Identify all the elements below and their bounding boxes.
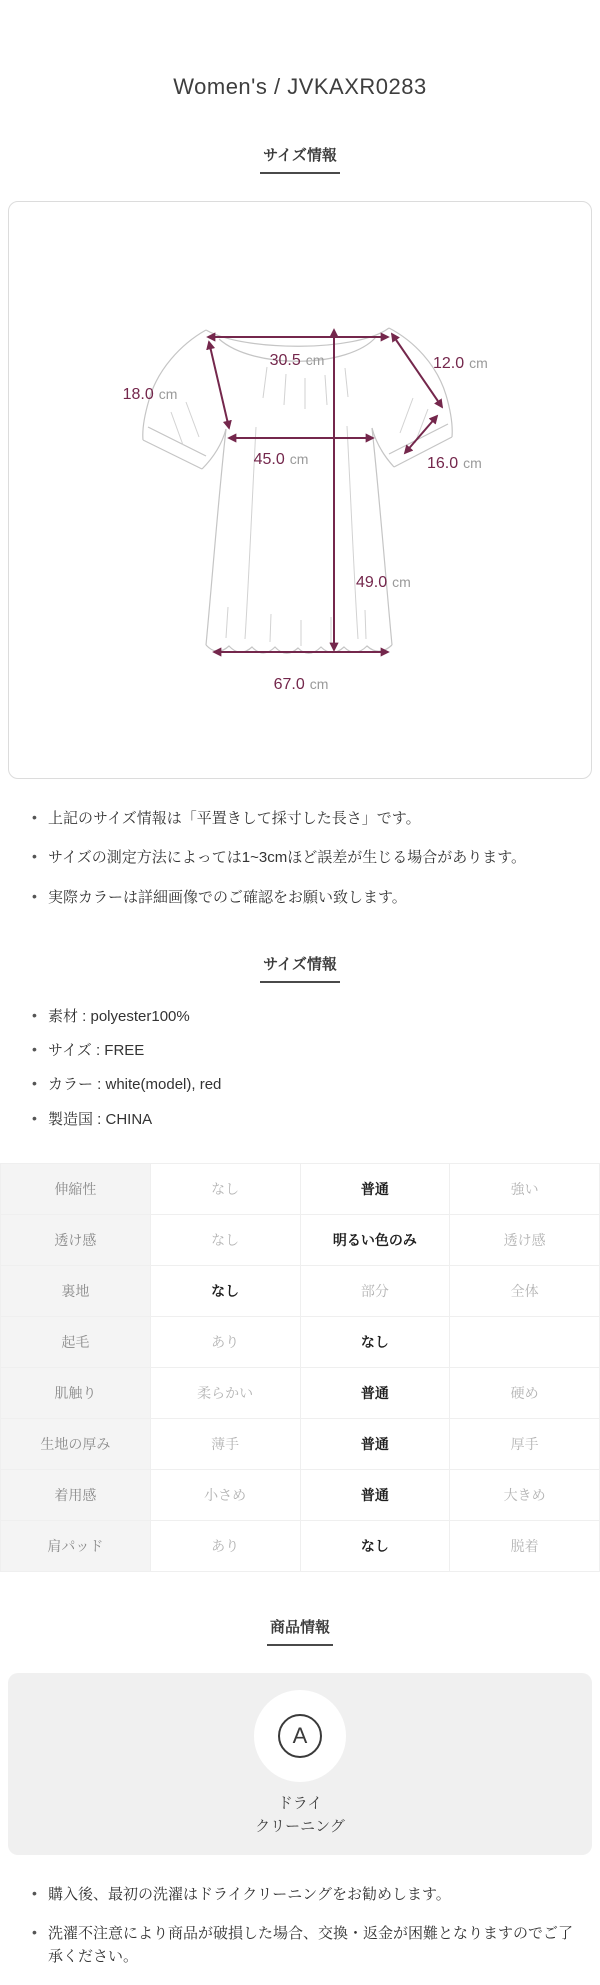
list-item: • 素材 : polyester100%	[32, 1005, 578, 1028]
section-title: 商品情報	[267, 1616, 333, 1646]
care-label-line2: クリーニング	[255, 1817, 345, 1835]
table-row	[1, 1520, 600, 1571]
attribute-option: 透け感	[450, 1214, 600, 1265]
spec-list	[0, 1005, 600, 1131]
length-measure-label: 49.0 cm	[356, 574, 411, 591]
page-title: Women's / JVKAXR0283	[173, 74, 427, 99]
attribute-option: 全体	[450, 1265, 600, 1316]
care-icon-background	[254, 1690, 346, 1782]
attribute-option: 柔らかい	[150, 1367, 300, 1418]
attribute-option: なし	[300, 1316, 450, 1367]
list-item: • 製造国 : CHINA	[32, 1108, 578, 1131]
list-item: • 実際カラーは詳細画像でのご確認をお願い致します。	[32, 886, 578, 909]
section-title: サイズ情報	[260, 144, 340, 174]
armhole-measure-label: 18.0 cm	[122, 386, 178, 403]
row-label: 裏地	[1, 1265, 151, 1316]
table-row	[1, 1367, 600, 1418]
bust-measure-label: 45.0 cm	[253, 451, 309, 468]
fabric-attributes-table	[0, 1163, 600, 1572]
attribute-option: なし	[150, 1163, 300, 1214]
attribute-option	[450, 1316, 600, 1367]
attribute-option: なし	[150, 1265, 300, 1316]
garment-outline	[143, 328, 453, 653]
attribute-option: 普通	[300, 1163, 450, 1214]
table-row	[1, 1265, 600, 1316]
row-label: 肩パッド	[1, 1520, 151, 1571]
list-item: • カラー : white(model), red	[32, 1073, 578, 1096]
attribute-option: 硬め	[450, 1367, 600, 1418]
section-title: サイズ情報	[260, 953, 340, 983]
row-label: 生地の厚み	[1, 1418, 151, 1469]
care-instructions-panel	[8, 1673, 592, 1855]
attribute-option: なし	[150, 1214, 300, 1265]
row-label: 着用感	[1, 1469, 151, 1520]
size-diagram-panel	[8, 201, 592, 779]
section-header-size-info	[0, 953, 600, 983]
row-label: 透け感	[1, 1214, 151, 1265]
table-row	[1, 1163, 600, 1214]
list-item: • サイズ : FREE	[32, 1039, 578, 1062]
attribute-option: 強い	[450, 1163, 600, 1214]
list-item: • 上記のサイズ情報は「平置きして採寸した長さ」です。	[32, 807, 578, 830]
list-item: • 購入後、最初の洗濯はドライクリーニングをお勧めします。	[32, 1883, 578, 1906]
list-item: • 洗濯不注意により商品が破損した場合、交換・返金が困難となりますのでご了承ください。	[32, 1922, 578, 1969]
attribute-option: あり	[150, 1316, 300, 1367]
attribute-option: あり	[150, 1520, 300, 1571]
section-header-size-diagram	[0, 144, 600, 174]
attribute-option: 脱着	[450, 1520, 600, 1571]
table-row	[1, 1418, 600, 1469]
attribute-option: 厚手	[450, 1418, 600, 1469]
size-notes-list	[0, 807, 600, 909]
table-row	[1, 1214, 600, 1265]
attribute-option: なし	[300, 1520, 450, 1571]
row-label: 肌触り	[1, 1367, 151, 1418]
attribute-option: 普通	[300, 1469, 450, 1520]
shoulder-measure-label: 30.5 cm	[269, 352, 325, 369]
sleeve-opening-measure-label: 16.0 cm	[427, 455, 482, 472]
list-item: • サイズの測定方法によっては1~3cmほど誤差が生じる場合があります。	[32, 846, 578, 869]
dry-cleaning-icon: A	[278, 1714, 322, 1758]
care-notes-list	[0, 1883, 600, 1969]
table-row	[1, 1316, 600, 1367]
attribute-option: 明るい色のみ	[300, 1214, 450, 1265]
attribute-option: 部分	[300, 1265, 450, 1316]
attribute-option: 小さめ	[150, 1469, 300, 1520]
garment-measurement-diagram	[9, 202, 591, 778]
attribute-option: 薄手	[150, 1418, 300, 1469]
row-label: 起毛	[1, 1316, 151, 1367]
attribute-option: 普通	[300, 1367, 450, 1418]
row-label: 伸縮性	[1, 1163, 151, 1214]
attribute-option: 普通	[300, 1418, 450, 1469]
table-row	[1, 1469, 600, 1520]
care-label	[255, 1792, 345, 1839]
care-label-line1: ドライ	[277, 1794, 323, 1812]
sleeve-top-measure-label: 12.0 cm	[433, 355, 488, 372]
hem-measure-label: 67.0 cm	[273, 676, 329, 693]
attribute-option: 大きめ	[450, 1469, 600, 1520]
section-header-product-info	[0, 1616, 600, 1646]
